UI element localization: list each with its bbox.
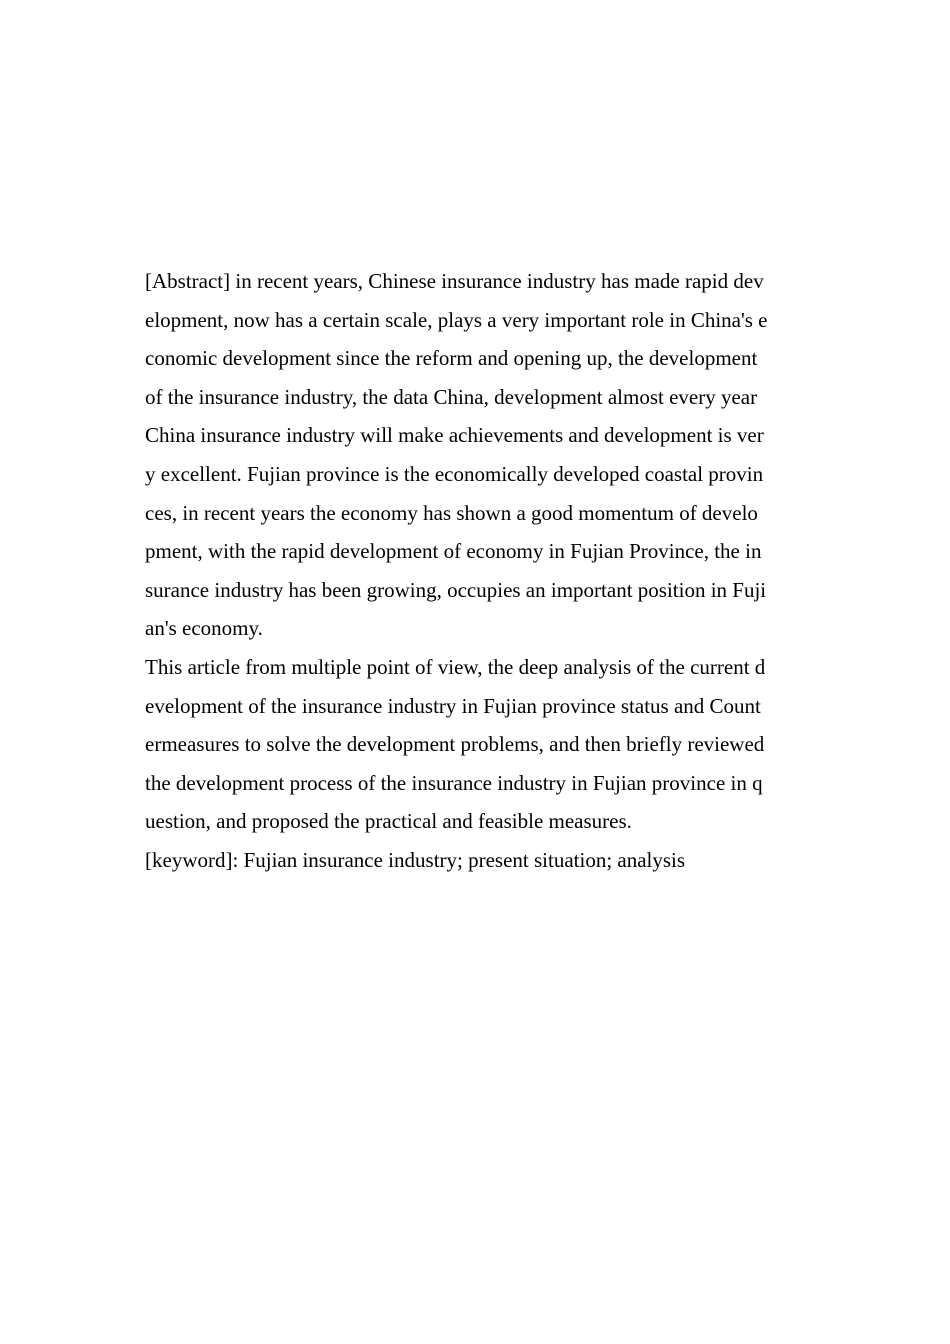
body-line: uestion, and proposed the practical and feasible measures.: [145, 809, 632, 834]
keyword-line: [keyword]: Fujian insurance industry; present situation; analysis: [145, 847, 686, 872]
abstract-line: conomic development since the reform and opening up, the development: [145, 346, 758, 371]
body-line: This article from multiple point of view, the deep analysis of the current d: [145, 654, 766, 679]
abstract-line: ces, in recent years the economy has shown a good momentum of develo: [145, 500, 758, 525]
body-line: the development process of the insurance industry in Fujian province in q: [145, 770, 763, 795]
abstract-line: elopment, now has a certain scale, plays a very important role in China's e: [145, 307, 768, 332]
abstract-text-block: [145, 262, 825, 880]
abstract-line: [Abstract] in recent years, Chinese insurance industry has made rapid dev: [145, 269, 764, 293]
abstract-line: China insurance industry will make achievements and development is ver: [145, 423, 764, 448]
abstract-line: pment, with the rapid development of economy in Fujian Province, the in: [145, 539, 762, 564]
abstract-line: of the insurance industry, the data China, development almost every year: [145, 384, 758, 409]
abstract-line: surance industry has been growing, occupies an important position in Fuji: [145, 577, 767, 602]
abstract-line: y excellent. Fujian province is the economically developed coastal provin: [145, 461, 764, 486]
body-line: evelopment of the insurance industry in Fujian province status and Count: [145, 693, 761, 718]
abstract-line: an's economy.: [145, 616, 263, 641]
body-line: ermeasures to solve the development problems, and then briefly reviewed: [145, 732, 765, 757]
